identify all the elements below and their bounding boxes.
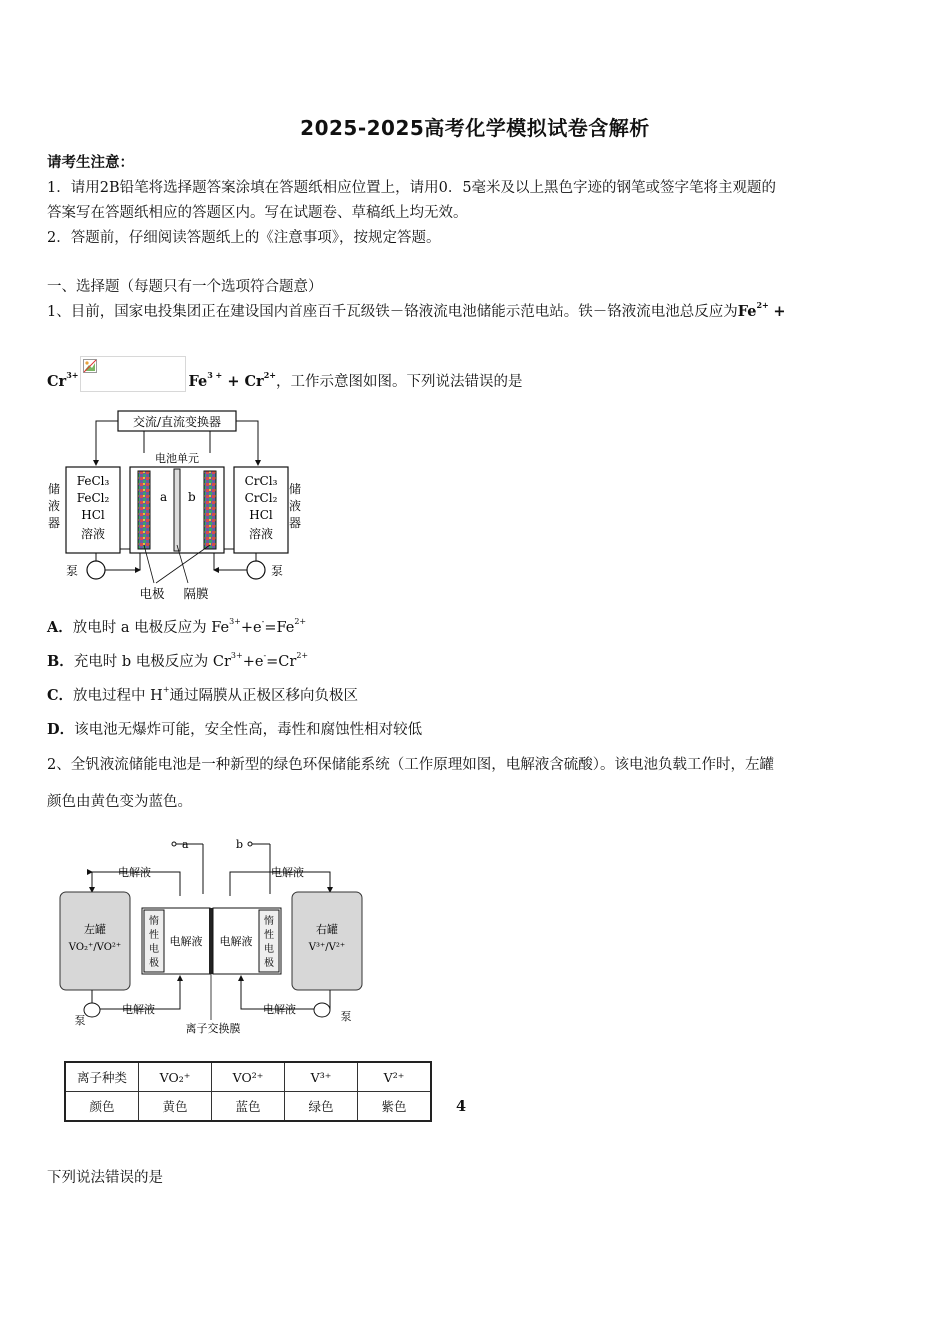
top-right-electrolyte: 电解液 [271,866,304,879]
q2-stem-line2: 颜色由黄色变为蓝色。 [47,794,192,810]
option-d-label: D． [47,721,75,738]
left-store-3: HCl [81,508,105,522]
membrane [174,469,180,551]
left-store-1: FeCl₃ [76,474,110,488]
broken-image-icon [80,356,186,392]
option-b-sup2: - [263,651,267,660]
left-side-label-2: 液 [47,499,61,513]
left-tank-label: 左罐 [84,923,106,936]
left-inert-2: 性 [149,930,159,941]
notice-line-1b: 答案写在答题纸相应的答题区内。写在试题卷、草稿纸上均无效。 [47,205,468,221]
right-store-4: 溶液 [248,527,274,541]
right-pump-icon [247,561,265,579]
table-cell: 紫色 [358,1092,432,1122]
label-a: a [160,490,168,504]
q1-fe3-charge: 3 + [207,370,223,380]
right-side-label-2: 液 [288,499,302,513]
option-b[interactable] [47,652,308,672]
left-pump-label: 泵 [65,564,79,578]
left-cell-electrolyte: 电解液 [169,935,203,948]
q1-cr: Cr [47,373,67,390]
table-cell: V³⁺ [285,1062,358,1092]
left-pump-icon [87,561,105,579]
table-cell: VO₂⁺ [139,1062,212,1092]
option-a-sup3: 2+ [294,617,307,626]
option-a-label: A． [47,619,73,636]
side-number: 4 [456,1098,467,1115]
section-heading: 一、选择题（每题只有一个选项符合题意） [47,279,323,295]
table-cell: 黄色 [139,1092,212,1122]
left-inert-1: 惰 [149,916,159,927]
membrane-label: 隔膜 [183,586,209,601]
terminal-b-label: b [236,838,244,851]
bottom-left-electrolyte: 电解液 [122,1003,155,1016]
left-side-label-3: 器 [47,516,61,530]
option-b-text: 充电时 b 电极反应为 Cr [73,654,231,670]
option-c-text: 放电过程中 H [73,688,163,704]
right-store-2: CrCl₂ [244,491,278,505]
vanadium-battery-diagram [58,834,378,1040]
top-left-electrolyte: 电解液 [118,866,151,879]
terminal-a-label: a [182,838,189,851]
q1-stem-text: 1、目前，国家电投集团正在建设国内首座百千瓦级铁－铬液流电池储能示范电站。铁－铬液流电池总反应为 [47,304,738,320]
right-pump-label: 泵 [340,1010,352,1023]
right-inert-4: 极 [264,958,274,969]
right-inert-2: 性 [264,930,274,941]
q1-plus: + [773,303,786,320]
option-a-sup2: - [261,617,265,626]
notice-line-2: 2．答题前，仔细阅读答题纸上的《注意事项》，按规定答题。 [47,230,441,246]
table-row [65,1062,431,1092]
right-tank [292,892,362,990]
page-title: 2025-2025高考化学模拟试卷含解析 [300,116,650,140]
option-a-text2: +e [240,620,262,636]
option-b-label: B． [47,653,74,670]
right-side-label-1: 储 [288,482,302,496]
ion-color-table [64,1061,432,1122]
q1-stem-end: ，工作示意图如图。下列说法错误的是 [275,374,523,390]
right-inert-1: 惰 [264,916,274,927]
left-tank [60,892,130,990]
q2-question: 下列说法错误的是 [47,1170,163,1186]
right-store-1: CrCl₃ [244,474,278,488]
table-cell: 颜色 [65,1092,139,1122]
q1-cr2-charge: 2+ [263,370,276,380]
left-pump-label: 泵 [74,1014,86,1027]
table-cell: 蓝色 [212,1092,285,1122]
q1-cr2: Cr [244,373,264,390]
option-b-sup3: 2+ [296,651,309,660]
option-b-text2: +e [242,654,264,670]
right-pump-label: 泵 [270,564,284,578]
right-pump-icon [314,1003,330,1017]
q1-fe: Fe [737,303,757,320]
table-row [65,1092,431,1122]
converter-label: 交流/直流变换器 [132,415,222,429]
option-c-label: C． [47,687,74,704]
left-store-4: 溶液 [80,527,106,541]
right-inert-3: 电 [264,944,274,955]
q1-stem-line1 [47,302,786,322]
table-cell: VO²⁺ [212,1062,285,1092]
option-a-text3: =Fe [264,620,295,636]
option-c[interactable] [47,686,358,706]
left-inert-4: 极 [149,958,159,969]
q1-fe3: Fe [188,373,208,390]
bottom-right-electrolyte: 电解液 [263,1003,296,1016]
option-b-sup1: 3+ [230,651,243,660]
right-tank-ions: V³⁺/V²⁺ [308,942,346,953]
table-cell: 离子种类 [65,1062,139,1092]
cell-unit-label: 电池单元 [155,452,199,465]
right-store-3: HCl [249,508,273,522]
right-cell-electrolyte: 电解液 [219,935,253,948]
option-a[interactable] [47,618,306,638]
left-side-label-1: 储 [47,482,61,496]
table-cell: 绿色 [285,1092,358,1122]
membrane-label: 离子交换膜 [185,1022,241,1035]
q1-plus2: + [222,373,245,390]
left-pump-icon [84,1003,100,1017]
fe-cr-battery-diagram [44,405,309,605]
electrode-b [204,471,216,549]
notice-heading: 请考生注意： [47,154,134,171]
option-a-sup1: 3+ [229,617,241,626]
q1-cr-charge: 3+ [66,370,79,380]
notice-line-1a: 1．请用2B铅笔将选择题答案涂填在答题纸相应位置上，请用0．5毫米及以上黑色字迹的钢笔或签字笔将主观题的 [47,180,777,196]
option-b-text3: =Cr [266,654,297,670]
table-cell: V²⁺ [358,1062,432,1092]
electrode-label: 电极 [139,586,165,601]
q2-stem-line1: 2、全钒液流储能电池是一种新型的绿色环保储能系统（工作原理如图，电解液含硫酸）。该电池负载工作时，左罐 [47,757,774,773]
left-tank-ions: VO₂⁺/VO²⁺ [68,942,122,953]
electrode-a [138,471,150,549]
option-c-sup1: + [162,685,170,694]
q1-stem-line2 [47,356,522,399]
option-d[interactable] [47,720,422,740]
option-a-text: 放电时 a 电极反应为 Fe [72,620,230,636]
right-side-label-3: 器 [288,516,302,530]
left-store-2: FeCl₂ [76,491,110,505]
left-inert-3: 电 [149,944,159,955]
option-d-text: 该电池无爆炸可能，安全性高，毒性和腐蚀性相对较低 [74,722,423,738]
label-b: b [188,490,196,504]
q1-fe-charge: 2+ [756,300,769,310]
option-c-text2: 通过隔膜从正极区移向负极区 [169,688,359,704]
right-tank-label: 右罐 [316,923,338,936]
